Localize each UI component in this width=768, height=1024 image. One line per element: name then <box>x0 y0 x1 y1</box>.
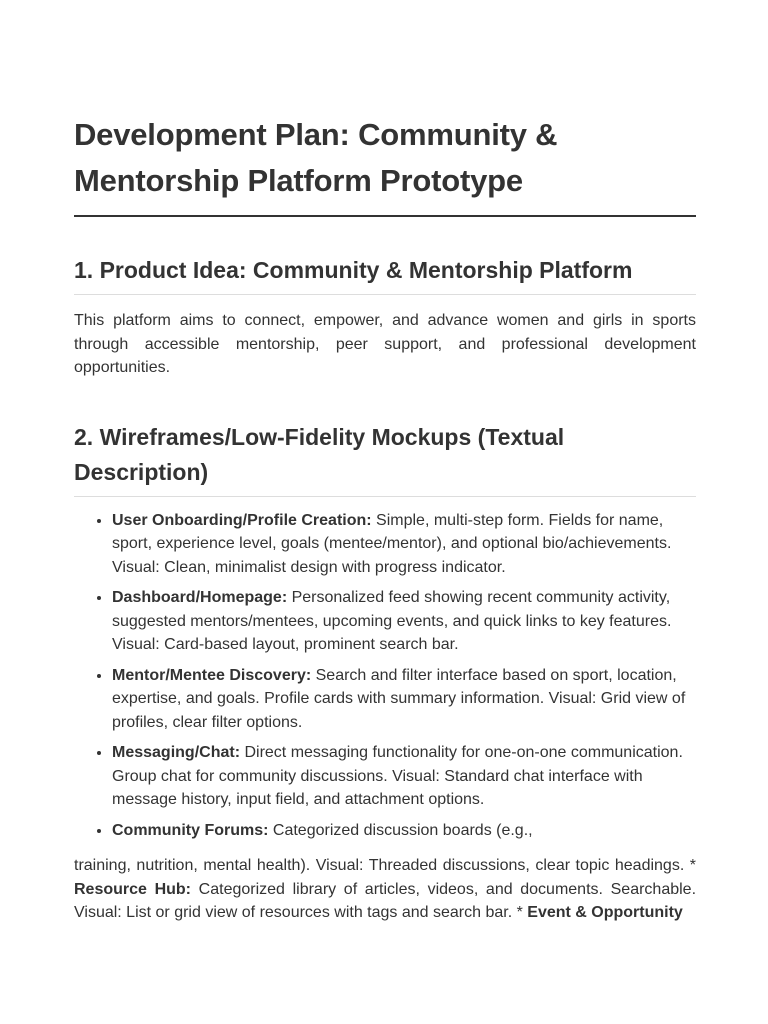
list-item-text: Search and filter interface based on sport, location, expertise, and goals. Profile cards with summary information. Visual: Grid view of profiles, clear filter options. <box>112 666 686 731</box>
list-item-forums <box>112 819 696 843</box>
continuation-paragraph <box>74 854 696 925</box>
list-item-label: Messaging/Chat: <box>112 744 241 761</box>
list-item-text: Simple, multi-step form. Fields for name, sport, experience level, goals (mentee/mentor), and optional bio/achievements. Visual: Clean, minimalist design with progress indicator. <box>112 511 672 576</box>
list-item-dashboard <box>112 586 696 657</box>
list-item-text: Personalized feed showing recent community activity, suggested mentors/mentees, upcoming events, and quick links to key features. Visual: Card-based layout, prominent search bar. <box>112 589 672 653</box>
document-page <box>74 112 696 925</box>
event-opportunity-label: Event & Opportunity <box>527 904 683 921</box>
list-item-label: Dashboard/Homepage: <box>112 589 288 606</box>
section-heading-wireframes: 2. Wireframes/Low-Fidelity Mockups (Textual Description) <box>74 420 696 497</box>
continuation-text: Categorized library of articles, videos, and documents. Searchable. Visual: List or grid view of resources with tags and search bar. * <box>74 880 697 921</box>
list-item-discovery <box>112 664 696 735</box>
resource-hub-label: Resource Hub: <box>74 880 192 898</box>
list-item-text: Categorized discussion boards (e.g., <box>268 821 533 839</box>
product-idea-paragraph: This platform aims to connect, empower, and advance women and girls in sports through accessible mentorship, peer support, and professional development opportunities. <box>74 312 696 376</box>
list-item-text: Direct messaging functionality for one-on-one communication. Group chat for community discussions. Visual: Standard chat interface with message history, input field, and attachment options. <box>112 744 683 808</box>
list-item-messaging <box>112 741 696 812</box>
list-item-label: Community Forums: <box>112 821 269 839</box>
page-title: Development Plan: Community & Mentorship Platform Prototype <box>74 112 696 217</box>
wireframe-list <box>74 509 696 843</box>
list-item-label: User Onboarding/Profile Creation: <box>112 511 372 529</box>
section-heading-product-idea: 1. Product Idea: Community & Mentorship Platform <box>74 253 696 295</box>
list-item-label: Mentor/Mentee Discovery: <box>112 666 312 684</box>
continuation-text: training, nutrition, mental health). Visual: Threaded discussions, clear topic headings. * <box>74 857 696 874</box>
list-item-onboarding <box>112 509 696 580</box>
